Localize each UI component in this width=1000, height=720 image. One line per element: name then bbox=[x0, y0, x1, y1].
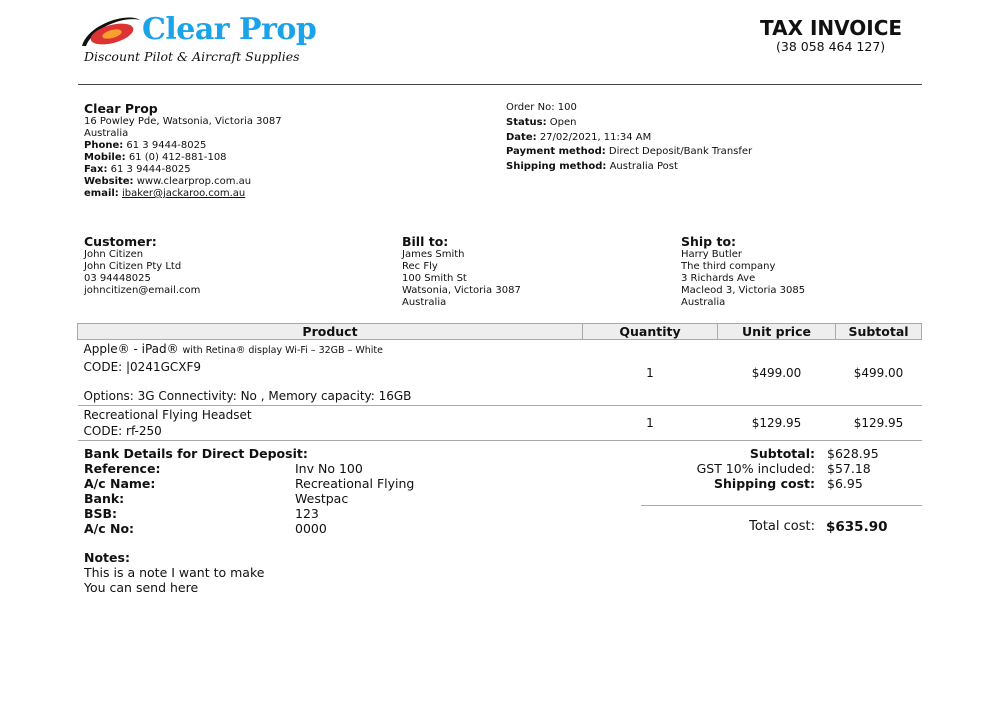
header-unit-price: Unit price bbox=[718, 324, 836, 340]
header-product: Product bbox=[78, 324, 583, 340]
status-label: Status: bbox=[506, 116, 547, 128]
gst-value: $57.18 bbox=[827, 461, 871, 476]
header-quantity: Quantity bbox=[583, 324, 718, 340]
product-code: CODE: |0241GCXF9 bbox=[83, 360, 202, 374]
bank-label: Bank: bbox=[84, 491, 125, 506]
email-link[interactable]: ibaker@jackaroo.com.au bbox=[122, 188, 246, 199]
email-label: email: bbox=[84, 188, 119, 199]
subtotal: $129.95 bbox=[836, 406, 922, 441]
bank-details bbox=[84, 446, 414, 536]
fax: 61 3 9444-8025 bbox=[110, 164, 191, 175]
bill-to-line: 100 Smith St bbox=[402, 273, 467, 284]
customer-block bbox=[84, 235, 200, 297]
subtotal: $499.00 bbox=[836, 340, 922, 406]
payment-label: Payment method: bbox=[506, 146, 606, 158]
gst-label: GST 10% included: bbox=[696, 461, 815, 476]
ship-to-line: Harry Butler bbox=[681, 249, 742, 260]
bank-value: Inv No 100 bbox=[295, 461, 363, 476]
invoice-title: TAX INVOICE bbox=[760, 16, 903, 40]
fax-label: Fax: bbox=[84, 164, 108, 175]
bill-to-line: Australia bbox=[402, 297, 447, 308]
total-label: Total cost: bbox=[749, 519, 815, 534]
totals-table bbox=[660, 446, 879, 491]
notes-label: Notes: bbox=[84, 550, 130, 565]
company-name: Clear Prop bbox=[84, 101, 158, 116]
shipping-value: Australia Post bbox=[609, 161, 678, 173]
mobile-label: Mobile: bbox=[84, 152, 126, 163]
bill-to-line: Rec Fly bbox=[402, 261, 438, 272]
product-options: Options: 3G Connectivity: No , Memory capacity: 16GB bbox=[83, 389, 412, 403]
website-label: Website: bbox=[84, 176, 134, 187]
bank-table bbox=[84, 461, 414, 536]
customer-label: Customer: bbox=[84, 234, 157, 249]
totals-divider bbox=[641, 505, 922, 506]
status-value: Open bbox=[549, 116, 577, 128]
unit-price: $499.00 bbox=[718, 340, 836, 406]
product-name: Recreational Flying Headset bbox=[83, 408, 252, 422]
date-value: 27/02/2021, 11:34 AM bbox=[539, 131, 652, 143]
abn-number: (38 058 464 127) bbox=[776, 39, 886, 54]
ship-to-line: Macleod 3, Victoria 3085 bbox=[681, 285, 806, 296]
ship-to-line: The third company bbox=[681, 261, 776, 272]
order-details bbox=[506, 101, 752, 175]
bank-title: Bank Details for Direct Deposit: bbox=[84, 446, 308, 461]
customer-line: johncitizen@email.com bbox=[84, 285, 201, 296]
customer-line: John Citizen bbox=[84, 249, 144, 260]
bank-label: Reference: bbox=[84, 461, 161, 476]
date-label: Date: bbox=[506, 131, 537, 143]
ship-to-label: Ship to: bbox=[681, 234, 737, 249]
header-divider bbox=[78, 84, 922, 85]
company-details bbox=[84, 101, 282, 200]
table-row bbox=[78, 406, 922, 441]
items-table bbox=[77, 323, 922, 441]
bank-value: Westpac bbox=[295, 491, 349, 506]
shipping-cost-label: Shipping cost: bbox=[714, 476, 815, 491]
quantity: 1 bbox=[583, 340, 718, 406]
table-row bbox=[78, 340, 922, 406]
propeller-logo-icon bbox=[78, 14, 144, 50]
customer-line: 03 94448025 bbox=[84, 273, 151, 284]
subtotal-label: Subtotal: bbox=[749, 446, 815, 461]
unit-price: $129.95 bbox=[718, 406, 836, 441]
company-address: 16 Powley Pde, Watsonia, Victoria 3087 bbox=[84, 116, 282, 127]
bank-label: A/c No: bbox=[84, 521, 135, 536]
bank-value: 0000 bbox=[295, 521, 327, 536]
order-number: Order No: 100 bbox=[506, 102, 577, 113]
ship-to-block bbox=[681, 235, 805, 309]
ship-to-line: 3 Richards Ave bbox=[681, 273, 756, 284]
website[interactable]: www.clearprop.com.au bbox=[136, 176, 252, 187]
product-name: Apple® - iPad® bbox=[83, 342, 179, 356]
mobile: 61 (0) 412-881-108 bbox=[128, 152, 227, 163]
total-value: $635.90 bbox=[826, 519, 888, 535]
payment-value: Direct Deposit/Bank Transfer bbox=[608, 146, 753, 158]
phone-label: Phone: bbox=[84, 140, 124, 151]
product-code: CODE: rf-250 bbox=[83, 424, 162, 438]
bank-label: BSB: bbox=[84, 506, 118, 521]
ship-to-line: Australia bbox=[681, 297, 726, 308]
note-line: You can send here bbox=[84, 580, 199, 595]
bill-to-block bbox=[402, 235, 521, 309]
company-country: Australia bbox=[84, 128, 129, 139]
phone: 61 3 9444-8025 bbox=[126, 140, 207, 151]
shipping-label: Shipping method: bbox=[506, 161, 607, 173]
bank-value: Recreational Flying bbox=[295, 476, 415, 491]
note-line: This is a note I want to make bbox=[84, 565, 265, 580]
header-subtotal: Subtotal bbox=[836, 324, 922, 340]
logo-tagline: Discount Pilot & Aircraft Supplies bbox=[84, 49, 300, 64]
quantity: 1 bbox=[583, 406, 718, 441]
logo-name: Clear Prop bbox=[142, 12, 317, 47]
shipping-cost-value: $6.95 bbox=[827, 476, 863, 491]
bill-to-line: Watsonia, Victoria 3087 bbox=[402, 285, 521, 296]
bank-label: A/c Name: bbox=[84, 476, 156, 491]
subtotal-value: $628.95 bbox=[827, 446, 879, 461]
customer-line: John Citizen Pty Ltd bbox=[84, 261, 182, 272]
bill-to-label: Bill to: bbox=[402, 234, 449, 249]
product-name-detail: with Retina® display Wi-Fi – 32GB – White bbox=[182, 345, 383, 356]
notes bbox=[84, 550, 264, 595]
bank-value: 123 bbox=[295, 506, 319, 521]
bill-to-line: James Smith bbox=[402, 249, 465, 260]
